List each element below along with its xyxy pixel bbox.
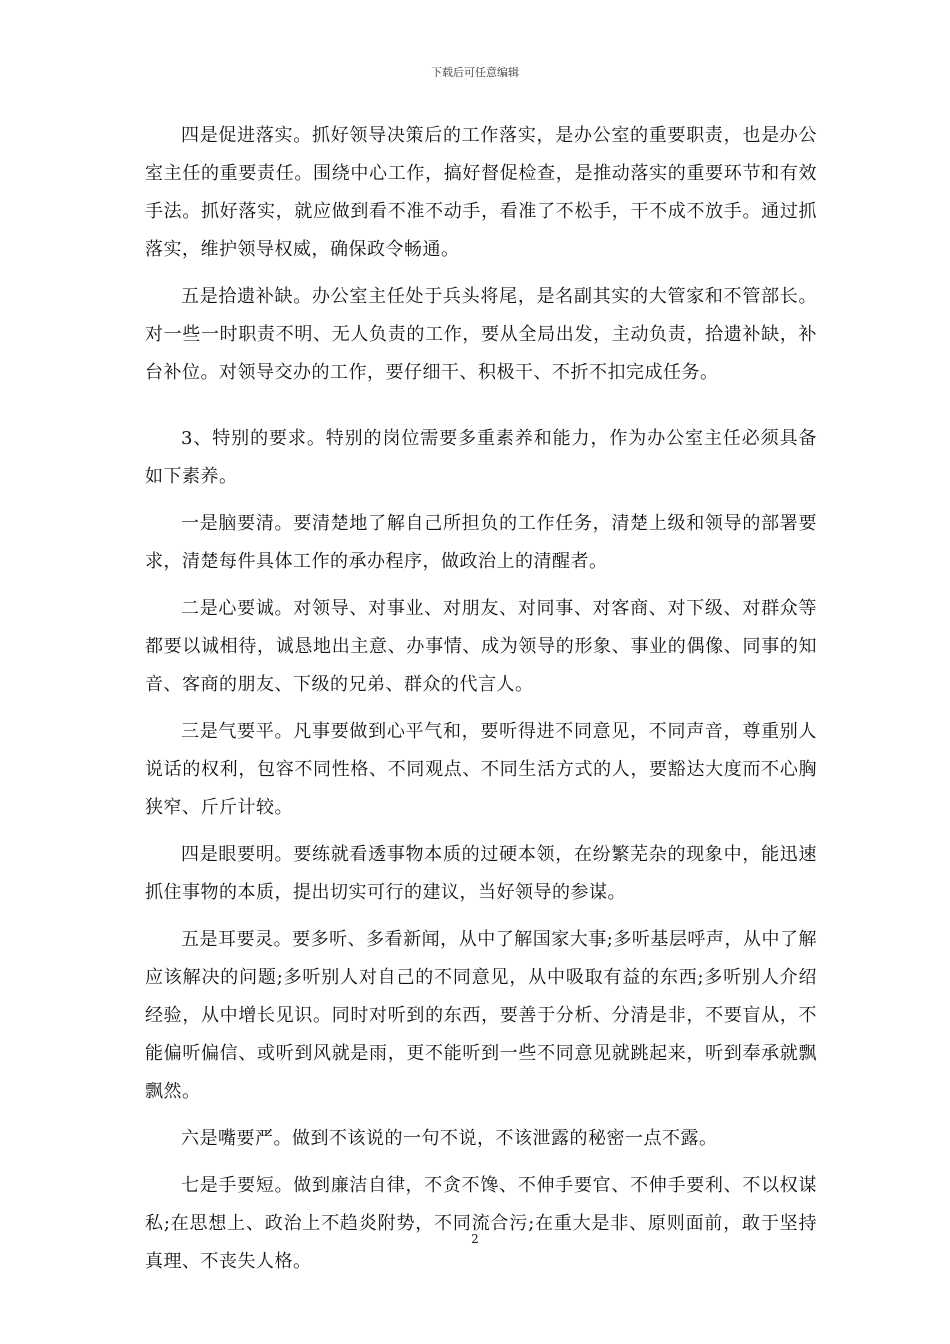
paragraph-sincere-heart: 二是心要诚。对领导、对事业、对朋友、对同事、对客商、对下级、对群众等都要以诚相待，诚恳地出主意、办事情、成为领导的形象、事业的偶像、同事的知音、客商的朋友、下级的兄弟、群众的代言人。 xyxy=(145,598,817,695)
paragraph-sharp-eyes: 四是眼要明。要练就看透事物本质的过硬本领，在纷繁芜杂的现象中，能迅速抓住事物的本质，提出切实可行的建议，当好领导的参谋。 xyxy=(145,844,817,903)
paragraph-clear-mind: 一是脑要清。要清楚地了解自己所担负的工作任务，清楚上级和领导的部署要求，清楚每件具体工作的承办程序，做政治上的清醒者。 xyxy=(145,513,817,572)
document-body xyxy=(145,117,817,1290)
paragraph-fill-gaps: 五是拾遗补缺。办公室主任处于兵头将尾，是名副其实的大管家和不管部长。对一些一时职责不明、无人负责的工作，要从全局出发，主动负责，拾遗补缺，补台补位。对领导交办的工作，要仔细干、积极干、不折不扣完成任务。 xyxy=(145,286,817,383)
paragraph-calm-temper: 三是气要平。凡事要做到心平气和，要听得进不同意见，不同声音，尊重别人说话的权利，包容不同性格、不同观点、不同生活方式的人，要豁达大度而不心胸狭窄、斤斤计较。 xyxy=(145,721,817,818)
page-header-note: 下载后可任意编辑 xyxy=(431,66,519,79)
paragraph-special-requirements: 3、特别的要求。特别的岗位需要多重素养和能力，作为办公室主任必须具备如下素养。 xyxy=(145,428,817,487)
paragraph-keen-ears: 五是耳要灵。要多听、多看新闻，从中了解国家大事;多听基层呼声，从中了解应该解决的问题;多听别人对自己的不同意见，从中吸取有益的东西;多听别人介绍经验，从中增长见识。同时对听到的东西，要善于分析、分清是非，不要盲从，不能偏听偏信、或听到风就是雨，更不能听到一些不同意见就跳起来，听到奉承就飘飘然。 xyxy=(145,929,817,1102)
paragraph-clean-hands: 七是手要短。做到廉洁自律，不贪不馋、不伸手要官、不伸手要利、不以权谋私;在思想上、政治上不趋炎附势，不同流合污;在重大是非、原则面前，敢于坚持真理、不丧失人格。 xyxy=(145,1175,817,1272)
paragraph-tight-lips: 六是嘴要严。做到不该说的一句不说，不该泄露的秘密一点不露。 xyxy=(181,1128,718,1149)
paragraph-promote-implementation: 四是促进落实。抓好领导决策后的工作落实，是办公室的重要职责，也是办公室主任的重要责任。围绕中心工作，搞好督促检查，是推动落实的重要环节和有效手法。抓好落实，就应做到看不准不动手，看准了不松手，干不成不放手。通过抓落实，维护领导权威，确保政令畅通。 xyxy=(145,125,817,260)
page-number: 2 xyxy=(471,1232,479,1246)
